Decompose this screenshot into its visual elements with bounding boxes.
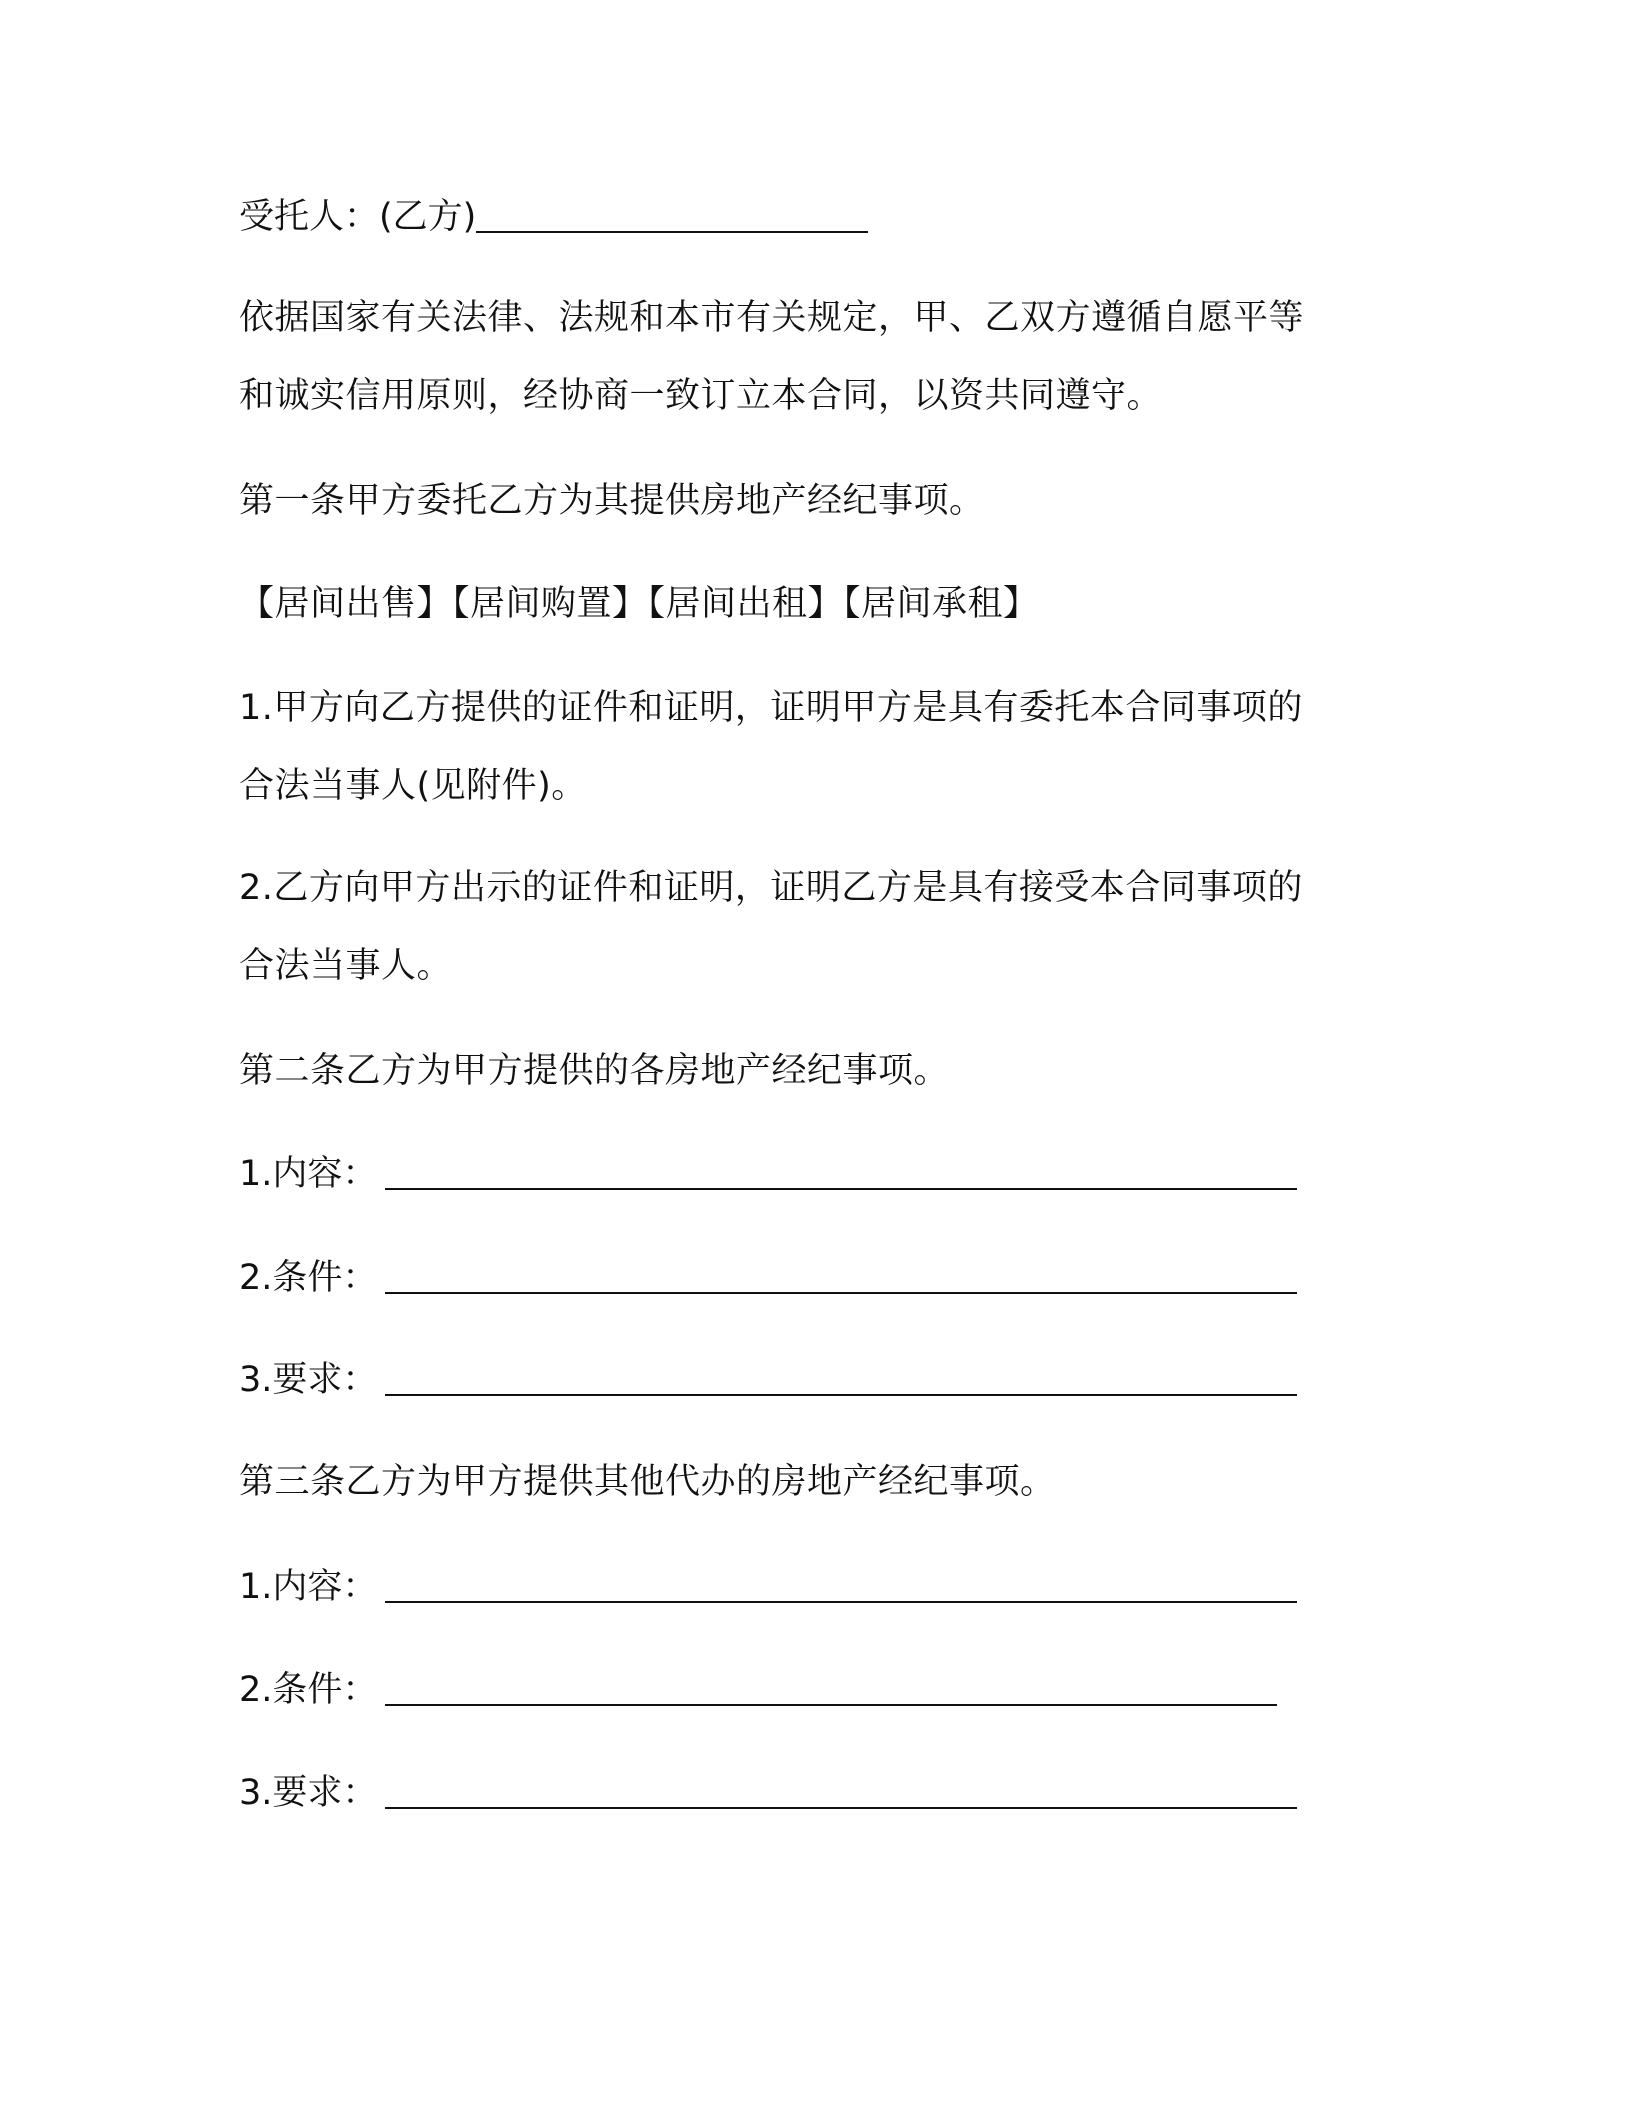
preamble-line-1: 依据国家有关法律、法规和本市有关规定，甲、乙双方遵循自愿平等 (239, 298, 1305, 338)
article1-item2-line-1: 2.乙方向甲方出示的证件和证明，证明乙方是具有接受本合同事项的 (239, 868, 1303, 908)
article2-title: 第二条乙方为甲方提供的各房地产经纪事项。 (239, 1051, 950, 1091)
article2-field-content (239, 1152, 1297, 1196)
article2-field-blank (385, 1158, 1297, 1190)
article3-field-content (239, 1565, 1297, 1609)
article1-options: 【居间出售】【居间购置】【居间出租】【居间承租】 (239, 584, 1039, 624)
article3-field-label: 1.内容： (239, 1567, 378, 1607)
article3-field-requirement (239, 1771, 1297, 1815)
article2-field-blank (385, 1262, 1297, 1294)
article1-item1-line-2: 合法当事人(见附件)。 (239, 766, 587, 806)
article2-field-label: 1.内容： (239, 1154, 378, 1194)
article1-item2-line-2: 合法当事人。 (239, 946, 453, 986)
article2-field-condition (239, 1256, 1297, 1300)
article3-title: 第三条乙方为甲方提供其他代办的房地产经纪事项。 (239, 1462, 1056, 1502)
article1-title: 第一条甲方委托乙方为其提供房地产经纪事项。 (239, 481, 985, 521)
article2-field-label: 3.要求： (239, 1360, 378, 1400)
article3-field-blank (385, 1674, 1277, 1706)
trustee-row (239, 195, 868, 239)
trustee-label: 受托人：(乙方) (239, 197, 477, 237)
article2-field-requirement (239, 1358, 1297, 1402)
article3-field-blank (385, 1777, 1297, 1809)
article3-field-blank (385, 1571, 1297, 1603)
article2-field-blank (385, 1364, 1297, 1396)
article3-field-condition (239, 1668, 1277, 1712)
article3-field-label: 3.要求： (239, 1773, 378, 1813)
article3-field-label: 2.条件： (239, 1670, 378, 1710)
trustee-blank (476, 201, 868, 233)
article2-field-label: 2.条件： (239, 1258, 378, 1298)
preamble-line-2: 和诚实信用原则，经协商一致订立本合同，以资共同遵守。 (239, 376, 1163, 416)
article1-item1-line-1: 1.甲方向乙方提供的证件和证明，证明甲方是具有委托本合同事项的 (239, 688, 1303, 728)
